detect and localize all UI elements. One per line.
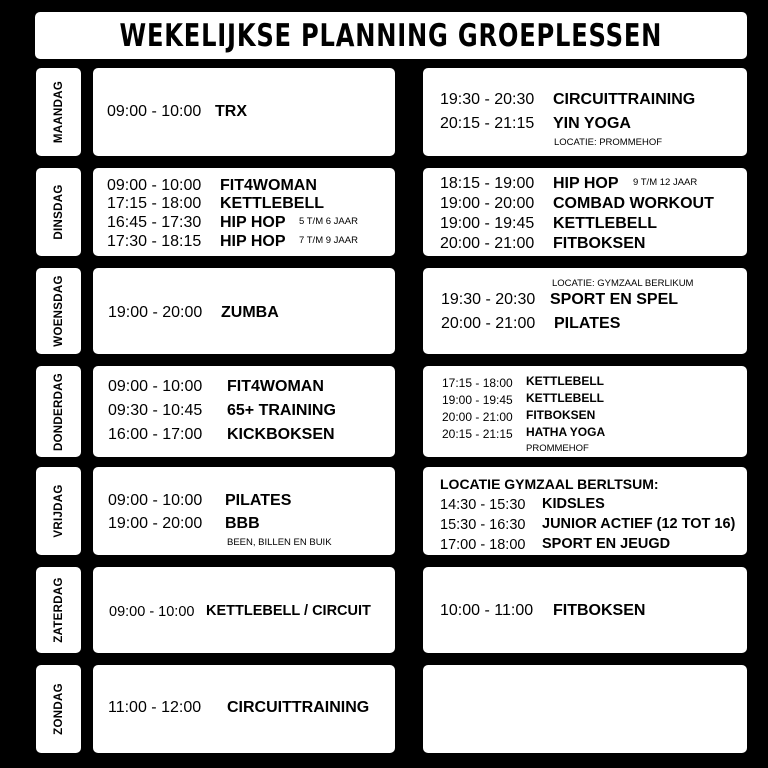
- class-row: [107, 103, 247, 120]
- class-row: [107, 177, 317, 194]
- class-row: [440, 516, 736, 533]
- class-time: 19:00 - 20:00: [108, 304, 203, 321]
- class-row: [108, 378, 324, 395]
- day-label: MAANDAG: [52, 80, 65, 144]
- class-time: 19:00 - 20:00: [440, 195, 535, 212]
- class-time: 10:00 - 11:00: [440, 602, 534, 619]
- class-name: TRX: [215, 103, 247, 120]
- day-label: ZATERDAG: [52, 577, 65, 643]
- class-row: [441, 315, 621, 332]
- class-time: 20:00 - 21:00: [442, 410, 513, 424]
- class-row: [108, 402, 336, 419]
- woensdag-right-box: [423, 268, 747, 354]
- class-row: [107, 195, 324, 212]
- class-row: [440, 115, 631, 132]
- class-row: [442, 408, 596, 425]
- vrijdag-right-box: [423, 467, 747, 555]
- class-row: [440, 215, 657, 232]
- dinsdag-left-box: [93, 168, 395, 256]
- class-name: KIDSLES: [542, 496, 605, 512]
- class-time: 09:00 - 10:00: [108, 492, 203, 509]
- donderdag-left-box: [93, 366, 395, 457]
- age-note: 9 T/M 12 JAAR: [633, 177, 698, 188]
- class-time: 11:00 - 12:00: [108, 699, 202, 716]
- class-time: 09:30 - 10:45: [108, 402, 203, 419]
- zaterdag-left-box: [93, 567, 395, 653]
- class-name: SPORT EN SPEL: [550, 291, 679, 308]
- zondag-left-box: [93, 665, 395, 753]
- class-name: KETTLEBELL: [553, 215, 657, 232]
- maandag-right-box: [423, 68, 747, 156]
- day-tab-maandag: [36, 68, 81, 156]
- class-time: 16:45 - 17:30: [107, 214, 202, 231]
- day-tab-donderdag: [36, 366, 81, 457]
- class-time: 17:15 - 18:00: [107, 195, 202, 212]
- class-row: [440, 195, 714, 212]
- age-note: 5 T/M 6 JAAR: [299, 216, 358, 227]
- class-row: [440, 91, 696, 108]
- class-row: [109, 603, 371, 620]
- day-label: VRIJDAG: [52, 484, 65, 538]
- class-row: [440, 602, 646, 619]
- donderdag-right-box: [423, 366, 747, 457]
- class-name: FITBOKSEN: [526, 408, 596, 422]
- class-row: [442, 374, 604, 391]
- day-tab-dinsdag: [36, 168, 81, 256]
- woensdag-left-box: [93, 268, 395, 354]
- class-name: FITBOKSEN: [553, 235, 646, 252]
- day-label: DINSDAG: [52, 184, 65, 240]
- class-row: [108, 699, 370, 716]
- class-row: [107, 214, 358, 231]
- day-tab-woensdag: [36, 268, 81, 354]
- class-name: PILATES: [225, 492, 292, 509]
- class-row: [440, 235, 646, 252]
- class-time: 19:30 - 20:30: [440, 91, 535, 108]
- class-row: [440, 496, 605, 513]
- class-name: KETTLEBELL / CIRCUIT: [206, 603, 371, 619]
- class-name: JUNIOR ACTIEF (12 TOT 16): [542, 516, 736, 532]
- class-name: KICKBOKSEN: [227, 426, 335, 443]
- class-time: 19:00 - 19:45: [442, 393, 513, 407]
- class-name: HATHA YOGA: [526, 425, 606, 439]
- class-row: [108, 426, 335, 443]
- location-note: PROMMEHOF: [526, 443, 589, 454]
- maandag-left-box: [93, 68, 395, 156]
- page-title: WEKELIJKSE PLANNING GROEPLESSEN: [119, 17, 663, 54]
- class-name: PILATES: [554, 315, 621, 332]
- class-name: BBB: [225, 515, 260, 532]
- class-time: 20:15 - 21:15: [442, 427, 513, 441]
- zondag-right-box: [423, 665, 747, 753]
- day-tab-zondag: [36, 665, 81, 753]
- class-name: ZUMBA: [221, 304, 279, 321]
- vrijdag-left-box: [93, 467, 395, 555]
- class-time: 20:15 - 21:15: [440, 115, 535, 132]
- zaterdag-right-box: [423, 567, 747, 653]
- class-name: FIT4WOMAN: [227, 378, 324, 395]
- location-note: LOCATIE: GYMZAAL BERLIKUM: [552, 278, 694, 289]
- class-time: 19:00 - 19:45: [440, 215, 535, 232]
- class-name: KETTLEBELL: [220, 195, 324, 212]
- day-tab-vrijdag: [36, 467, 81, 555]
- class-name: CIRCUITTRAINING: [553, 91, 696, 108]
- class-row: [107, 233, 358, 250]
- class-row: [108, 304, 279, 321]
- class-time: 09:00 - 10:00: [109, 604, 195, 620]
- class-time: 18:15 - 19:00: [440, 175, 535, 192]
- class-name: YIN YOGA: [553, 115, 631, 132]
- class-time: 14:30 - 15:30: [440, 497, 526, 513]
- class-name: KETTLEBELL: [526, 374, 604, 388]
- location-note: LOCATIE: PROMMEHOF: [554, 137, 663, 148]
- class-time: 17:15 - 18:00: [442, 376, 513, 390]
- class-name: FIT4WOMAN: [220, 177, 317, 194]
- class-row: [442, 391, 604, 408]
- class-time: 09:00 - 10:00: [107, 177, 202, 194]
- class-row: [442, 425, 606, 442]
- class-time: 19:00 - 20:00: [108, 515, 203, 532]
- class-name: HIP HOP: [553, 175, 619, 192]
- class-name: HIP HOP: [220, 233, 286, 250]
- day-label: ZONDAG: [52, 683, 65, 735]
- class-name: COMBAD WORKOUT: [553, 195, 714, 212]
- class-name: HIP HOP: [220, 214, 286, 231]
- class-row: [108, 515, 260, 532]
- class-name: KETTLEBELL: [526, 391, 604, 405]
- class-time: 17:30 - 18:15: [107, 233, 202, 250]
- day-label: DONDERDAG: [52, 372, 65, 451]
- day-tab-zaterdag: [36, 567, 81, 653]
- class-name: SPORT EN JEUGD: [542, 536, 671, 552]
- class-note: BEEN, BILLEN EN BUIK: [227, 537, 332, 548]
- day-label: WOENSDAG: [52, 275, 65, 347]
- class-row: [440, 536, 671, 553]
- class-time: 19:30 - 20:30: [441, 291, 536, 308]
- class-name: CIRCUITTRAINING: [227, 699, 370, 716]
- class-row: [108, 492, 292, 509]
- class-row: [440, 175, 698, 192]
- title-banner: [35, 12, 747, 59]
- class-time: 16:00 - 17:00: [108, 426, 203, 443]
- class-name: FITBOKSEN: [553, 602, 646, 619]
- age-note: 7 T/M 9 JAAR: [299, 235, 358, 246]
- class-time: 17:00 - 18:00: [440, 537, 526, 553]
- class-time: 20:00 - 21:00: [440, 235, 535, 252]
- location-header: LOCATIE GYMZAAL BERLTSUM:: [440, 476, 659, 492]
- dinsdag-right-box: [423, 168, 747, 256]
- class-time: 09:00 - 10:00: [108, 378, 203, 395]
- class-row: [441, 291, 679, 308]
- class-name: 65+ TRAINING: [227, 402, 336, 419]
- class-time: 15:30 - 16:30: [440, 517, 526, 533]
- class-time: 20:00 - 21:00: [441, 315, 536, 332]
- class-time: 09:00 - 10:00: [107, 103, 202, 120]
